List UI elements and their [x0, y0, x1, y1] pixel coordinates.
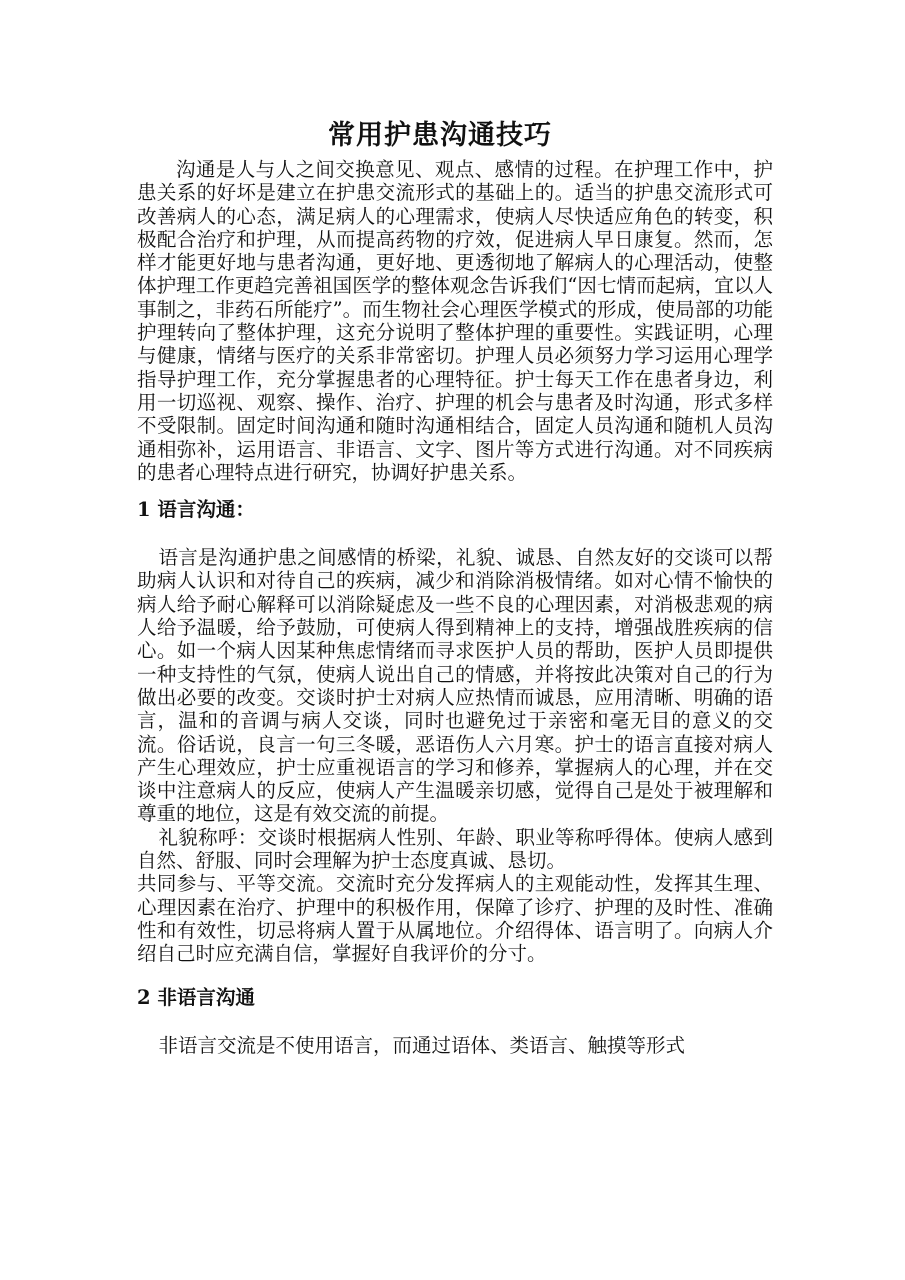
- document-page: [137, 118, 773, 1057]
- nonverbal-paragraph-1: 非语言交流是不使用语言，而通过语体、类语言、触摸等形式: [158, 1033, 685, 1057]
- section-heading-nonverbal: 2 非语言沟通: [137, 985, 255, 1009]
- section-heading-verbal: 1 语言沟通：: [137, 498, 255, 522]
- verbal-paragraph-1: 语言是沟通护患之间感情的桥梁，礼貌、诚恳、自然友好的交谈可以帮助病人认识和对待自己的疾病，减少和消除消极情绪。如对心情不愉快的病人给予耐心解释可以消除疑虑及一些不良的心理因素，对消极悲观的病人给予温暖，给予鼓励，可使病人得到精神上的支持，增强战胜疾病的信心。如一个病人因某种焦虑情绪而寻求医护人员的帮助，医护人员即提供一种支持性的气氛，使病人说出自己的情感，并将按此决策对自己的行为做出必要的改变。交谈时护士对病人应热情而诚恳，应用清晰、明确的语言，温和的音调与病人交谈，同时也避免过于亲密和毫无目的意义的交流。俗话说，良言一句三冬暖，恶语伤人六月寒。护士的语言直接对病人产生心理效应，护士应重视语言的学习和修养，掌握病人的心理，并在交谈中注意病人的反应，使病人产生温暖亲切感，觉得自己是处于被理解和尊重的地位，这是有效交流的前提。: [137, 546, 773, 826]
- intro-paragraph: 沟通是人与人之间交换意见、观点、感情的过程。在护理工作中，护患关系的好坏是建立在护患交流形式的基础上的。适当的护患交流形式可改善病人的心态，满足病人的心理需求，使病人尽快适应角色的转变，积极配合治疗和护理，从而提高药物的疗效，促进病人早日康复。然而，怎样才能更好地与患者沟通，更好地、更透彻地了解病人的心理活动，使整体护理工作更趋完善祖国医学的整体观念告诉我们“因七情而起病，宜以人事制之，非药石所能疗”。而生物社会心理医学模式的形成，使局部的功能护理转向了整体护理，这充分说明了整体护理的重要性。实践证明，心理与健康，情绪与医疗的关系非常密切。护理人员必须努力学习运用心理学指导护理工作，充分掌握患者的心理特征。护士每天工作在患者身边，利用一切巡视、观察、操作、治疗、护理的机会与患者及时沟通，形式多样不受限制。固定时间沟通和随时沟通相结合，固定人员沟通和随机人员沟通相弥补，运用语言、非语言、文字、图片等方式进行沟通。对不同疾病的患者心理特点进行研究，协调好护患关系。: [137, 158, 773, 484]
- verbal-paragraph-2: 礼貌称呼：交谈时根据病人性别、年龄、职业等称呼得体。使病人感到自然、舒服、同时会理解为护士态度真诚、恳切。: [137, 825, 773, 873]
- verbal-paragraph-3: 共同参与、平等交流。交流时充分发挥病人的主观能动性，发挥其生理、心理因素在治疗、护理中的积极作用，保障了诊疗、护理的及时性、准确性和有效性，切忌将病人置于从属地位。介绍得体、语言明了。向病人介绍自己时应充满自信，掌握好自我评价的分寸。: [137, 872, 773, 966]
- document-title: 常用护患沟通技巧: [328, 120, 552, 151]
